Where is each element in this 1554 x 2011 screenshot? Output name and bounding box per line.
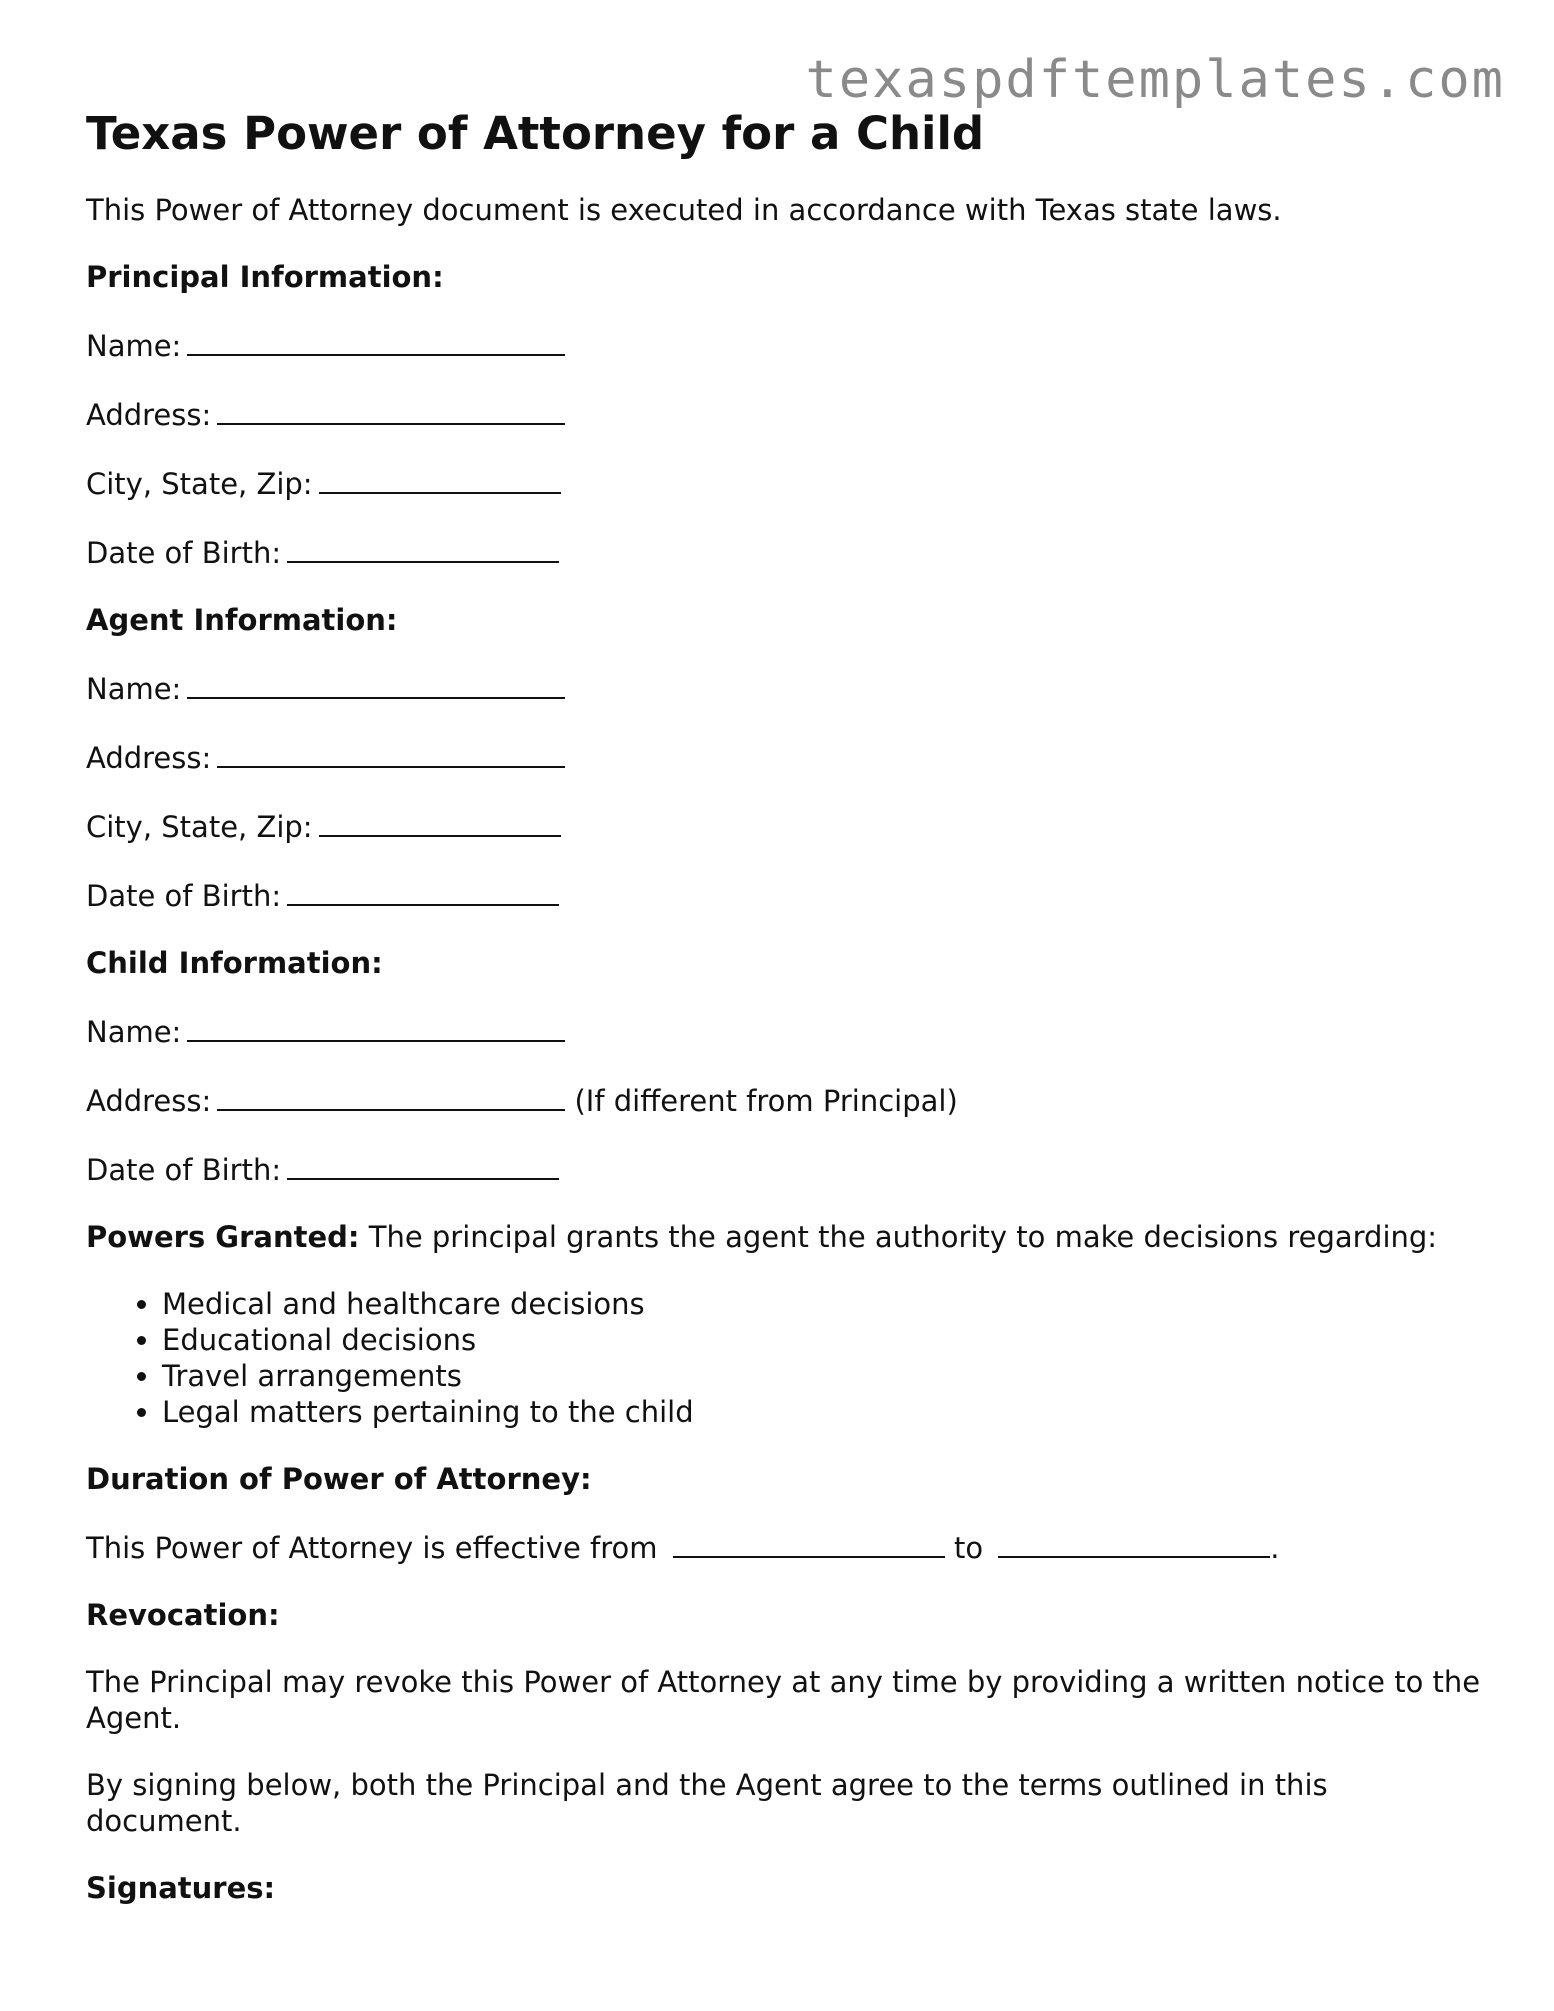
duration-text-mid: to bbox=[953, 1531, 984, 1565]
site-watermark: texaspdftemplates.com bbox=[805, 50, 1505, 110]
child-address-note: (If different from Principal) bbox=[574, 1084, 958, 1118]
child-address-label: Address: bbox=[86, 1084, 212, 1118]
agent-name-row bbox=[86, 669, 1486, 707]
revocation-heading: Revocation: bbox=[86, 1598, 280, 1632]
principal-city-field[interactable] bbox=[319, 464, 561, 494]
signatures-heading: Signatures: bbox=[86, 1871, 276, 1905]
agent-name-label: Name: bbox=[86, 672, 182, 706]
child-dob-row bbox=[86, 1150, 1486, 1188]
intro-text: This Power of Attorney document is executed in accordance with Texas state laws. bbox=[86, 193, 1282, 227]
start-date-field[interactable] bbox=[673, 1528, 945, 1558]
document-title: Texas Power of Attorney for a Child bbox=[86, 107, 985, 160]
principal-address-row bbox=[86, 395, 1486, 433]
child-name-row bbox=[86, 1012, 1486, 1050]
agent-address-field[interactable] bbox=[217, 738, 565, 768]
powers-paragraph bbox=[86, 1219, 1486, 1255]
principal-dob-row bbox=[86, 533, 1486, 571]
duration-text-end: . bbox=[1270, 1531, 1280, 1565]
agent-address-row bbox=[86, 738, 1486, 776]
principal-heading: Principal Information: bbox=[86, 260, 444, 294]
agreement-text: By signing below, both the Principal and the Agent agree to the terms outlined in this document. bbox=[86, 1768, 1328, 1838]
revocation-text: The Principal may revoke this Power of Attorney at any time by providing a written notice to the Agent. bbox=[86, 1665, 1481, 1735]
principal-dob-field[interactable] bbox=[287, 533, 559, 563]
agent-city-label: City, State, Zip: bbox=[86, 810, 313, 844]
principal-city-label: City, State, Zip: bbox=[86, 467, 313, 501]
principal-address-field[interactable] bbox=[217, 395, 565, 425]
agent-dob-label: Date of Birth: bbox=[86, 879, 282, 913]
child-heading: Child Information: bbox=[86, 946, 383, 980]
child-dob-field[interactable] bbox=[287, 1150, 559, 1180]
child-dob-label: Date of Birth: bbox=[86, 1153, 282, 1187]
principal-address-label: Address: bbox=[86, 398, 212, 432]
principal-name-label: Name: bbox=[86, 329, 182, 363]
principal-city-row bbox=[86, 464, 1486, 502]
powers-heading: Powers Granted: bbox=[86, 1220, 360, 1254]
duration-text-before: This Power of Attorney is effective from bbox=[86, 1531, 658, 1565]
agent-dob-field[interactable] bbox=[287, 876, 559, 906]
duration-row bbox=[86, 1528, 1486, 1566]
list-item: • Travel arrangements bbox=[162, 1358, 1486, 1394]
principal-name-field[interactable] bbox=[187, 326, 565, 356]
agent-name-field[interactable] bbox=[187, 669, 565, 699]
agent-heading: Agent Information: bbox=[86, 603, 398, 637]
list-item: • Educational decisions bbox=[162, 1322, 1486, 1358]
list-item: • Legal matters pertaining to the child bbox=[162, 1394, 1486, 1430]
child-name-label: Name: bbox=[86, 1015, 182, 1049]
child-address-field[interactable] bbox=[217, 1081, 565, 1111]
agent-city-row bbox=[86, 807, 1486, 845]
principal-dob-label: Date of Birth: bbox=[86, 536, 282, 570]
principal-name-row bbox=[86, 326, 1486, 364]
child-name-field[interactable] bbox=[187, 1012, 565, 1042]
agent-address-label: Address: bbox=[86, 741, 212, 775]
agent-city-field[interactable] bbox=[319, 807, 561, 837]
child-address-row bbox=[86, 1081, 1486, 1119]
list-item: • Medical and healthcare decisions bbox=[162, 1286, 1486, 1322]
powers-list bbox=[86, 1286, 1486, 1430]
document-page bbox=[86, 100, 1486, 1906]
duration-heading: Duration of Power of Attorney: bbox=[86, 1462, 592, 1496]
agent-dob-row bbox=[86, 876, 1486, 914]
powers-text: The principal grants the agent the authority to make decisions regarding: bbox=[368, 1220, 1438, 1254]
end-date-field[interactable] bbox=[998, 1528, 1270, 1558]
